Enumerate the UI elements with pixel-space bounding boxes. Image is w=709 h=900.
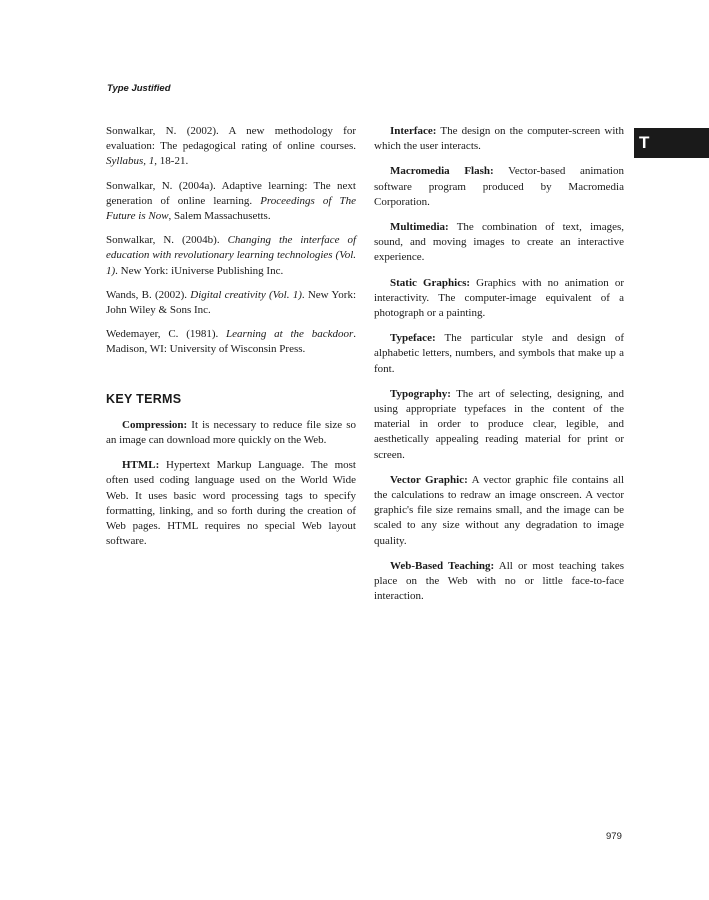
reference-text: . New York: John Wiley & Sons Inc. [106, 288, 356, 317]
reference-title: Changing the interface of education with revolutionary learning technologies (Vol. 1) [106, 234, 357, 277]
key-term-entry [374, 276, 624, 322]
running-head: Type Justified [107, 83, 171, 94]
term-definition: Vector-based animation software program produced by Macromedia Corporation. [374, 165, 624, 208]
term-definition: Graphics with no animation or interactivity. The computer-image equivalent of a photograph or a painting. [374, 276, 624, 320]
term-name: Multimedia: [390, 221, 449, 234]
reference-title: Digital creativity (Vol. 1) [190, 288, 302, 301]
left-column [106, 124, 356, 559]
key-term-entry [374, 559, 624, 605]
term-definition: The combination of text, images, sound, and moving images to create an interactive experience. [374, 221, 624, 264]
term-definition: The particular style and design of alphabetic letters, numbers, and symbols that make up a font. [374, 332, 624, 375]
reference-text: Sonwalkar, N. (2002). A new methodology for evaluation: The pedagogical rating of online courses. [106, 125, 356, 153]
key-term-entry [374, 220, 624, 266]
key-terms-heading: KEY TERMS [106, 391, 182, 406]
term-name: Typeface: [390, 332, 436, 345]
reference-title: Learning at the backdoor [226, 328, 354, 341]
key-term-entry [374, 387, 624, 463]
section-thumb-tab: T [634, 128, 709, 158]
page-number: 979 [606, 831, 622, 842]
reference-item [106, 124, 356, 170]
key-term-entry [374, 124, 624, 154]
reference-text: Wands, B. (2002). [106, 288, 191, 301]
term-name: Web-Based Teaching: [390, 559, 495, 572]
term-name: Vector Graphic: [390, 473, 468, 486]
term-name: HTML: [122, 459, 160, 472]
term-name: Macromedia Flash: [390, 165, 494, 178]
key-term-entry [374, 164, 624, 210]
reference-item [106, 327, 356, 357]
right-column [374, 124, 624, 614]
reference-text: . New York: iUniverse Publishing Inc. [115, 264, 284, 277]
key-term-entry [374, 473, 624, 549]
reference-item [106, 179, 356, 225]
references-list [106, 124, 356, 358]
reference-item [106, 288, 356, 318]
term-definition: It is necessary to reduce file size so an image can download more quickly on the Web. [106, 418, 356, 447]
term-definition: The art of selecting, designing, and using appropriate typefaces in the content of the material in order to produce clear, legible, and aesthetically appealing reading material for print or screen. [374, 387, 624, 461]
key-term-entry [106, 458, 356, 549]
term-definition: The design on the computer-screen with which the user interacts. [374, 125, 624, 153]
reference-text: Sonwalkar, N. (2004a). Adaptive learning: The next generation of online learning. [106, 179, 356, 207]
reference-title: Proceedings of The Future is Now [106, 194, 356, 223]
reference-title: Syllabus, 1 [106, 155, 155, 168]
term-name: Static Graphics: [390, 276, 471, 289]
term-definition: A vector graphic file contains all the calculations to redraw an image onscreen. A vector graphic's file size remains small, and the image can be scaled to any size without any degradation to image quality. [374, 473, 624, 547]
term-definition: Hypertext Markup Language. The most often used coding language used on the World Wide Web. It uses basic word processing tags to specify formatting, linking, and so forth during the creation of Web pages. HTML requires no special Web layout software. [106, 459, 356, 548]
reference-text: Wedemayer, C. (1981). [106, 328, 227, 341]
reference-text: . Madison, WI: University of Wisconsin Press. [106, 328, 356, 356]
term-name: Interface: [390, 125, 437, 137]
key-term-entry [374, 331, 624, 377]
reference-text: , 18-21. [154, 155, 189, 168]
reference-item [106, 233, 356, 279]
key-term-entry [106, 418, 356, 448]
reference-text: , Salem Massachusetts. [168, 210, 271, 223]
reference-text: Sonwalkar, N. (2004b). [106, 234, 228, 247]
term-name: Typography: [390, 387, 451, 400]
term-name: Compression: [122, 418, 188, 431]
term-definition: All or most teaching takes place on the Web with no or little face-to-face interaction. [374, 559, 624, 603]
